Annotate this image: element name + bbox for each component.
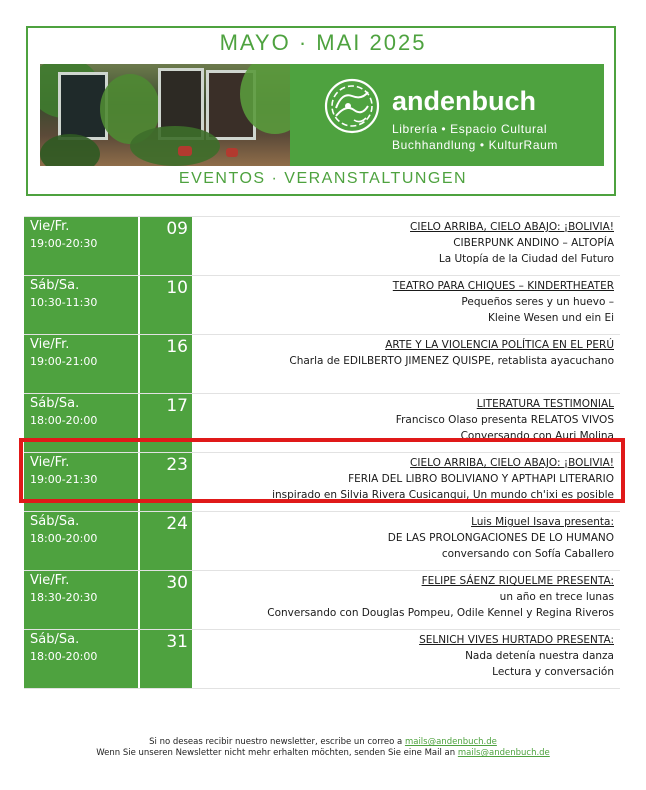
event-day: Sáb/Sa. bbox=[30, 396, 80, 411]
event-time: 19:00-21:00 bbox=[30, 355, 98, 368]
event-time: 18:00-20:00 bbox=[30, 414, 98, 427]
footer-line-es bbox=[0, 737, 646, 748]
unsubscribe-email-link[interactable]: mails@andenbuch.de bbox=[404, 737, 497, 747]
event-day: Sáb/Sa. bbox=[30, 514, 80, 529]
brand-tagline-de: Buchhandlung • KulturRaum bbox=[392, 138, 558, 152]
event-time: 18:30-20:30 bbox=[30, 591, 98, 604]
event-detail: Kleine Wesen und ein Ei bbox=[487, 312, 614, 324]
event-detail: inspirado en Silvia Rivera Cusicanqui, Un mundo ch'ixi es posible bbox=[272, 489, 614, 501]
brand-tagline-es: Librería • Espacio Cultural bbox=[392, 122, 548, 136]
unsubscribe-email-link-de[interactable]: mails@andenbuch.de bbox=[457, 748, 550, 758]
event-day: Sáb/Sa. bbox=[30, 632, 80, 647]
event-row bbox=[24, 334, 620, 393]
event-day: Vie/Fr. bbox=[30, 455, 70, 470]
footer-line-de bbox=[0, 748, 646, 759]
event-date: 17 bbox=[140, 394, 192, 452]
event-detail: Nada detenía nuestra danza bbox=[465, 650, 614, 662]
event-detail: CIBERPUNK ANDINO – ALTOPÍA bbox=[453, 237, 614, 249]
event-date: 31 bbox=[140, 630, 192, 688]
event-time: 19:00-21:30 bbox=[30, 473, 98, 486]
event-row bbox=[24, 452, 620, 511]
event-date: 23 bbox=[140, 453, 192, 511]
event-title: CIELO ARRIBA, CIELO ABAJO: ¡BOLIVIA! bbox=[410, 221, 614, 233]
footer-text-de: Wenn Sie unseren Newsletter nicht mehr erhalten möchten, senden Sie eine Mail an bbox=[96, 748, 456, 758]
events-title: EVENTOS · VERANSTALTUNGEN bbox=[178, 170, 468, 187]
event-detail: La Utopía de la Ciudad del Futuro bbox=[438, 253, 614, 265]
event-time: 19:00-20:30 bbox=[30, 237, 98, 250]
footer bbox=[0, 737, 646, 759]
event-detail: Francisco Olaso presenta RELATOS VIVOS bbox=[395, 414, 614, 426]
event-time: 18:00-20:00 bbox=[30, 532, 98, 545]
event-detail: Lectura y conversación bbox=[492, 666, 614, 678]
brand-name: andenbuch bbox=[392, 86, 537, 116]
event-date: 30 bbox=[140, 571, 192, 629]
event-detail: DE LAS PROLONGACIONES DE LO HUMANO bbox=[387, 532, 614, 544]
event-title: Luis Miguel Isava presenta: bbox=[471, 516, 614, 528]
brand-panel bbox=[290, 64, 604, 166]
event-detail: FERIA DEL LIBRO BOLIVIANO Y APTHAPI LITERARIO bbox=[348, 473, 614, 485]
event-row bbox=[24, 511, 620, 570]
event-row bbox=[24, 216, 620, 275]
event-time: 10:30-11:30 bbox=[30, 296, 98, 309]
event-title: FELIPE SÁENZ RIQUELME PRESENTA: bbox=[421, 575, 614, 587]
footer-text-es: Si no deseas recibir nuestro newsletter, escribe un correo a bbox=[149, 737, 403, 747]
event-time: 18:00-20:00 bbox=[30, 650, 98, 663]
event-date: 09 bbox=[140, 217, 192, 275]
event-title: ARTE Y LA VIOLENCIA POLÍTICA EN EL PERÚ bbox=[385, 339, 614, 351]
event-row bbox=[24, 275, 620, 334]
event-day: Vie/Fr. bbox=[30, 337, 70, 352]
event-date: 10 bbox=[140, 276, 192, 334]
event-title: TEATRO PARA CHIQUES – KINDERTHEATER bbox=[392, 280, 614, 292]
event-detail: un año en trece lunas bbox=[499, 591, 614, 603]
event-detail: Conversando con Auri Molina bbox=[460, 430, 614, 442]
andenbuch-logo bbox=[324, 78, 380, 134]
event-detail: conversando con Sofía Caballero bbox=[441, 548, 614, 560]
month-title: MAYO · MAI 2025 bbox=[219, 30, 427, 55]
event-title: CIELO ARRIBA, CIELO ABAJO: ¡BOLIVIA! bbox=[410, 457, 614, 469]
event-day: Sáb/Sa. bbox=[30, 278, 80, 293]
event-date: 24 bbox=[140, 512, 192, 570]
event-schedule bbox=[24, 216, 620, 689]
event-row bbox=[24, 393, 620, 452]
event-day: Vie/Fr. bbox=[30, 573, 70, 588]
event-row bbox=[24, 629, 620, 689]
event-detail: Pequeños seres y un huevo – bbox=[461, 296, 614, 308]
event-day: Vie/Fr. bbox=[30, 219, 70, 234]
event-title: LITERATURA TESTIMONIAL bbox=[476, 398, 614, 410]
event-date: 16 bbox=[140, 335, 192, 393]
bookshop-photo bbox=[40, 64, 290, 166]
event-detail: Conversando con Douglas Pompeu, Odile Kennel y Regina Riveros bbox=[267, 607, 614, 619]
event-detail: Charla de EDILBERTO JIMENEZ QUISPE, retablista ayacuchano bbox=[289, 355, 614, 367]
event-row bbox=[24, 570, 620, 629]
event-title: SELNICH VIVES HURTADO PRESENTA: bbox=[419, 634, 614, 646]
